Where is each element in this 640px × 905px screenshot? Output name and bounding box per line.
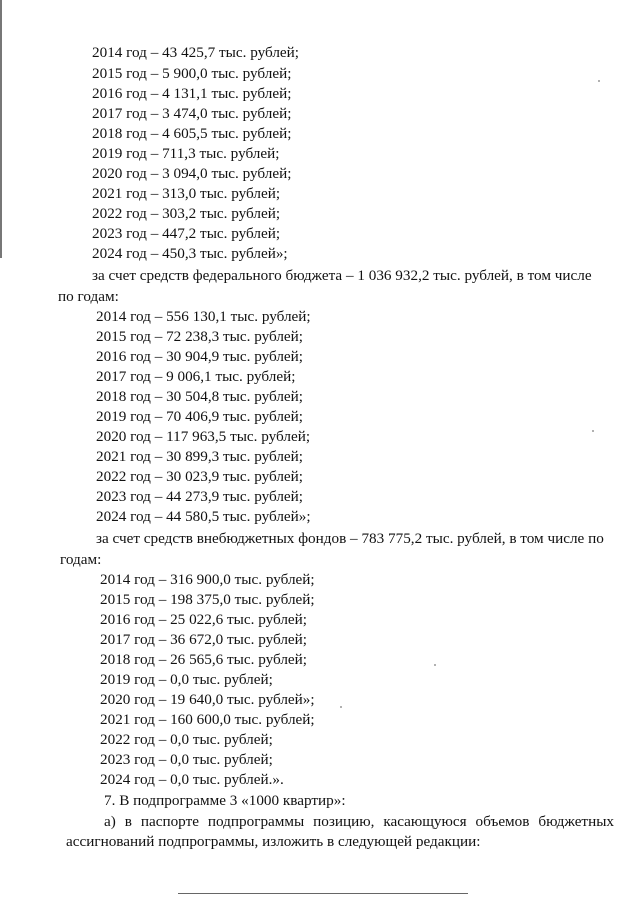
list-item: 2017 год – 9 006,1 тыс. рублей; — [96, 368, 296, 385]
item-7a-line2: ассигнований подпрограммы, изложить в следующей редакции: — [66, 833, 481, 850]
list-item: 2021 год – 30 899,3 тыс. рублей; — [96, 448, 304, 465]
list-item: 2024 год – 450,3 тыс. рублей»; — [92, 245, 288, 262]
list-item: 2020 год – 117 963,5 тыс. рублей; — [96, 428, 311, 445]
scan-speck — [434, 664, 436, 666]
federal-budget-intro-line1: за счет средств федерального бюджета – 1 036 932,2 тыс. рублей, в том числе — [92, 267, 592, 284]
list-item: 2021 год – 313,0 тыс. рублей; — [92, 185, 281, 202]
list-item: 2016 год – 25 022,6 тыс. рублей; — [100, 611, 308, 628]
list-item: 2022 год – 30 023,9 тыс. рублей; — [96, 468, 304, 485]
list-item: 2023 год – 44 273,9 тыс. рублей; — [96, 488, 304, 505]
list-item: 2014 год – 556 130,1 тыс. рублей; — [96, 308, 311, 325]
list-item: 2017 год – 3 474,0 тыс. рублей; — [92, 105, 292, 122]
list-item: 2020 год – 19 640,0 тыс. рублей»; — [100, 691, 315, 708]
list-item: 2022 год – 303,2 тыс. рублей; — [92, 205, 281, 222]
list-item: 2019 год – 70 406,9 тыс. рублей; — [96, 408, 304, 425]
list-item: 2019 год – 711,3 тыс. рублей; — [92, 145, 280, 162]
list-item: 2024 год – 0,0 тыс. рублей.». — [100, 771, 284, 788]
list-item: 2024 год – 44 580,5 тыс. рублей»; — [96, 508, 311, 525]
list-item: 2020 год – 3 094,0 тыс. рублей; — [92, 165, 292, 182]
list-item: 2018 год – 26 565,6 тыс. рублей; — [100, 651, 308, 668]
list-item: 2018 год – 30 504,8 тыс. рублей; — [96, 388, 304, 405]
scan-margin-mark — [0, 0, 2, 258]
list-item: 2016 год – 30 904,9 тыс. рублей; — [96, 348, 304, 365]
scan-speck — [598, 80, 600, 82]
federal-budget-intro-line2: по годам: — [58, 288, 119, 305]
list-item: 2023 год – 447,2 тыс. рублей; — [92, 225, 281, 242]
scan-speck — [592, 430, 594, 432]
list-item: 2023 год – 0,0 тыс. рублей; — [100, 751, 273, 768]
extra-budget-intro-line2: годам: — [60, 551, 102, 568]
footer-rule — [178, 893, 468, 894]
list-item: 2015 год – 5 900,0 тыс. рублей; — [92, 65, 292, 82]
item-7-heading: 7. В подпрограмме 3 «1000 квартир»: — [104, 792, 346, 809]
list-item: 2016 год – 4 131,1 тыс. рублей; — [92, 85, 292, 102]
extra-budget-intro-line1: за счет средств внебюджетных фондов – 783 775,2 тыс. рублей, в том числе по — [96, 530, 604, 547]
list-item: 2021 год – 160 600,0 тыс. рублей; — [100, 711, 315, 728]
list-item: 2018 год – 4 605,5 тыс. рублей; — [92, 125, 292, 142]
list-item: 2019 год – 0,0 тыс. рублей; — [100, 671, 273, 688]
list-item: 2015 год – 198 375,0 тыс. рублей; — [100, 591, 315, 608]
list-item: 2017 год – 36 672,0 тыс. рублей; — [100, 631, 308, 648]
list-item: 2022 год – 0,0 тыс. рублей; — [100, 731, 273, 748]
scan-speck — [340, 706, 342, 708]
list-item: 2014 год – 316 900,0 тыс. рублей; — [100, 571, 315, 588]
list-item: 2014 год – 43 425,7 тыс. рублей; — [92, 44, 300, 61]
list-item: 2015 год – 72 238,3 тыс. рублей; — [96, 328, 304, 345]
item-7a-line1: а) в паспорте подпрограммы позицию, касающуюся объемов бюджетных — [104, 813, 614, 830]
